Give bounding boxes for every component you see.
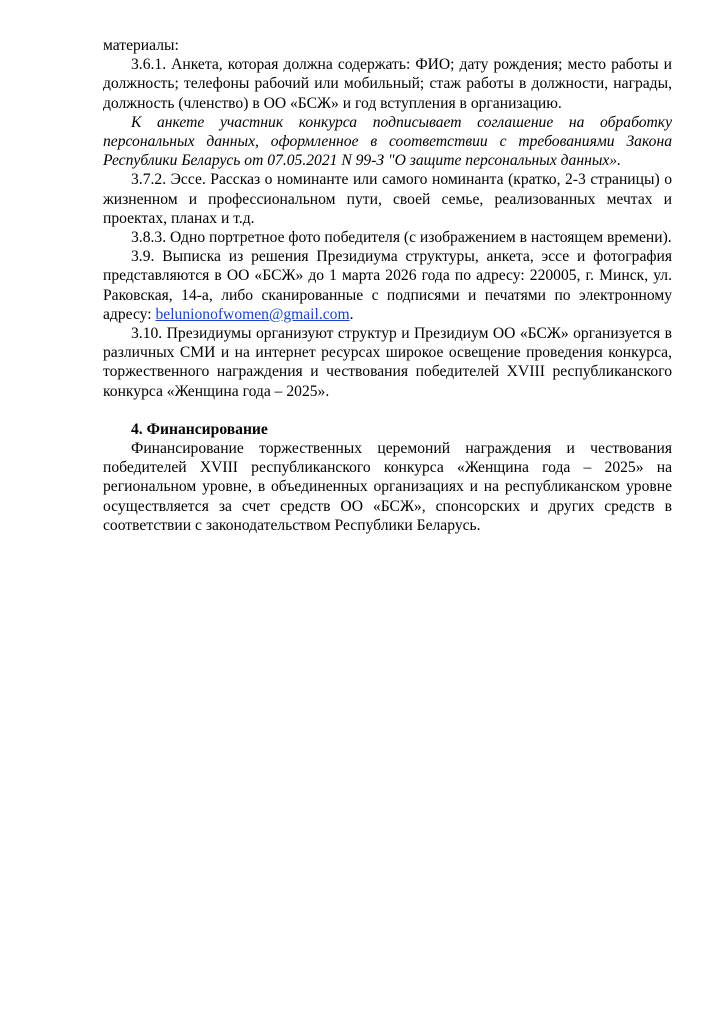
paragraph-3-7-2: 3.7.2. Эссе. Рассказ о номинанте или самого номинанта (кратко, 2-3 страницы) о жизненном и профессиональном пути, своей семье, реализованных мечтах и проектах, планах и т.д.: [103, 171, 672, 227]
section-4-heading: 4. Финансирование: [131, 420, 268, 438]
paragraph-3-10: 3.10. Президиумы организуют структур и Президиум ОО «БСЖ» организуется в различных СМИ и на интернет ресурсах широкое освещение проведения конкурса, торжественного награждения и чествования победителей XVIII республиканского конкурса «Женщина года – 2025».: [103, 325, 672, 400]
paragraph-3-6-1: 3.6.1. Анкета, которая должна содержать: ФИО; дату рождения; место работы и должность; телефоны рабочий или мобильный; стаж работы в должности, награды, должность (членство) в ОО «БСЖ» и год вступления в организацию.: [103, 56, 672, 112]
paragraph-consent-note: К анкете участник конкурса подписывает соглашение на обработку персональных данных, оформленное в соответствии с требованиями Закона Республики Беларусь от 07.05.2021 N 99-З "О защите персональных данных».: [103, 113, 672, 170]
paragraph-3-9: [103, 247, 672, 324]
paragraph-financing: Финансирование торжественных церемоний награждения и чествования победителей XVIII республиканского конкурса «Женщина года – 2025» на региональном уровне, в объединенных организациях и на республиканском уровне осуществляется за счет средств ОО «БСЖ», спонсорских и других средств в соответствии с законодательством Республики Беларусь.: [103, 440, 672, 534]
document-page: [103, 36, 672, 535]
email-link[interactable]: belunionofwomen@gmail.com: [155, 305, 350, 323]
paragraph-3-9-text: 3.9. Выписка из решения Президиума структуры, анкета, эссе и фотография представляются в ОО «БСЖ» до 1 марта 2026 года по адресу: 220005, г. Минск, ул. Раковская, 14-а, либо сканированные с подписями и печатями по электронному адресу:: [103, 248, 672, 323]
paragraph-3-9-end: .: [349, 305, 354, 323]
paragraph-3-8-3: 3.8.3. Одно портретное фото победителя (с изображением в настоящем времени).: [131, 229, 672, 247]
paragraph-materials-intro: материалы:: [103, 37, 179, 54]
